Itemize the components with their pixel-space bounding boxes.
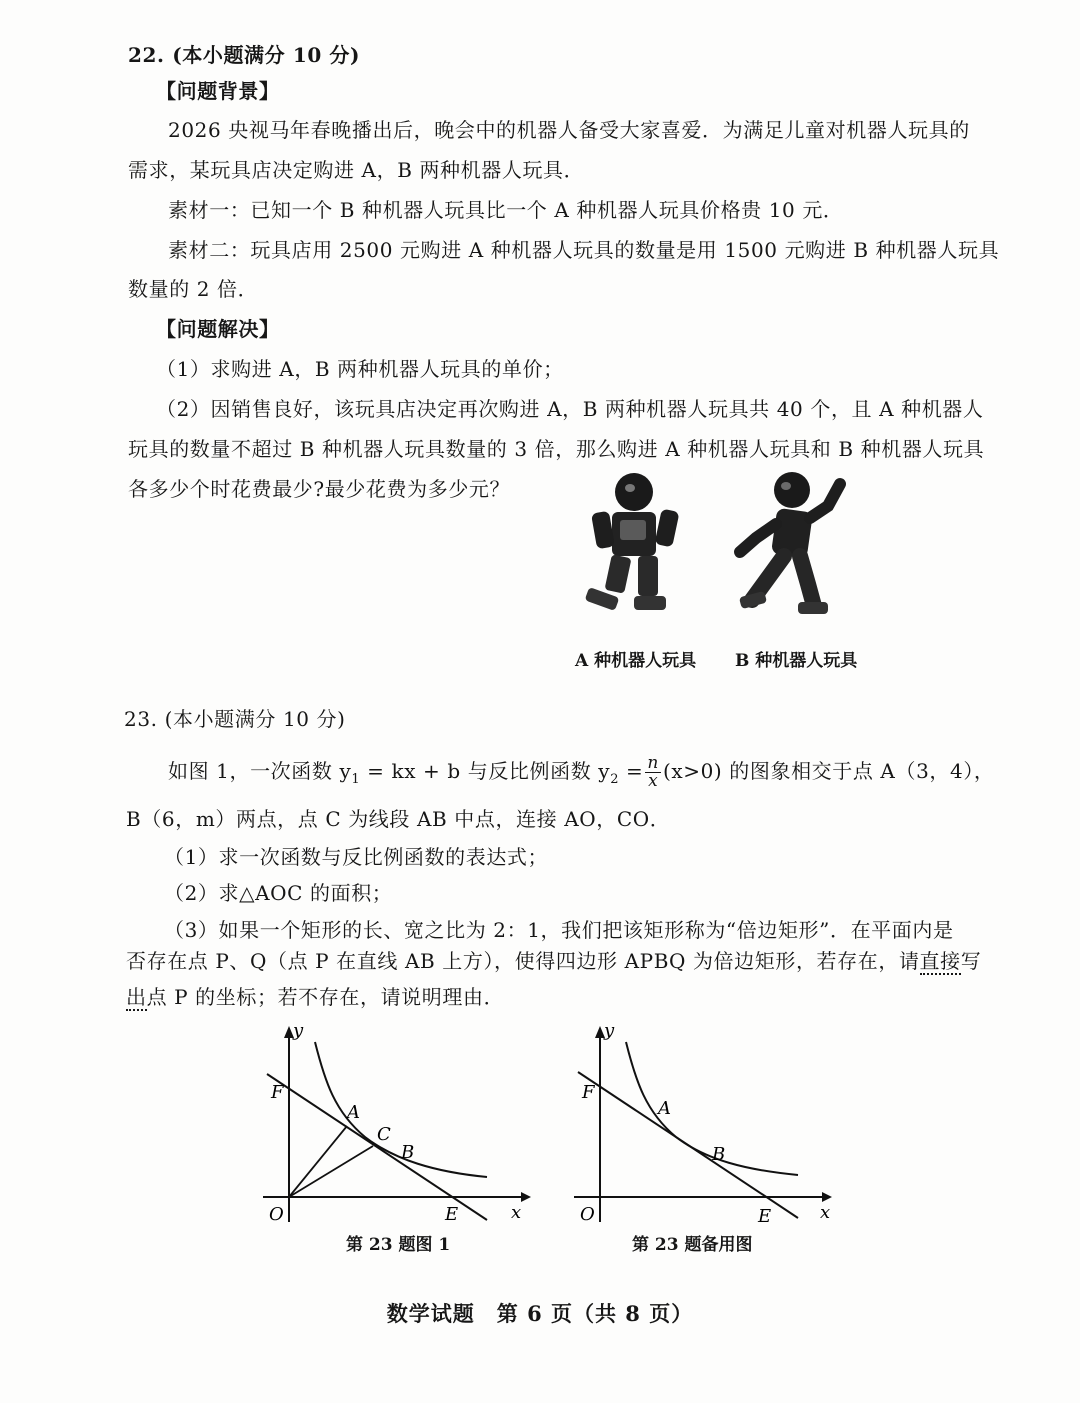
q22-header: [128, 42, 360, 68]
q23-part1: （1）求一次函数与反比例函数的表达式；: [164, 845, 549, 869]
q22-number: 22.: [128, 43, 165, 67]
q23-intro-part-c: =: [619, 759, 644, 783]
fig1-segment-co: [289, 1146, 373, 1197]
q23-emphasis-out: 出: [126, 985, 147, 1009]
fig1-label-f: F: [271, 1082, 284, 1103]
q23-part2: （2）求△AOC 的面积；: [164, 881, 393, 905]
q23-fraction: [645, 755, 661, 790]
q22-part2-line3: 各多少个时花费最少?最少花费为多少元？: [128, 477, 511, 501]
robot-a-caption: A 种机器人玩具: [575, 651, 697, 671]
q23-part3-line2: [126, 948, 981, 974]
q23-number: 23.: [124, 707, 158, 731]
fig1-label-a: A: [347, 1102, 360, 1123]
robot-a-image: [572, 470, 692, 620]
fig1-x-arrow-icon: [521, 1192, 531, 1202]
q22-bg-line1: 2026 央视马年春晚播出后，晚会中的机器人备受大家喜爱．为满足儿童对机器人玩具的: [168, 118, 970, 142]
q23-part3-line3: [126, 984, 504, 1010]
q23-intro: [168, 755, 995, 793]
q23-intro-line2: B（6，m）两点，点 C 为线段 AB 中点，连接 AO，CO．: [126, 807, 671, 831]
q22-section-background: 【问题背景】: [156, 79, 280, 103]
q22-material2-line2: 数量的 2 倍．: [128, 277, 259, 301]
fig2-label-x: x: [820, 1202, 831, 1223]
fig1-label-y: y: [293, 1022, 304, 1041]
q23-part3-line2-end: 写: [960, 949, 982, 973]
q22-score: (本小题满分 10 分): [172, 43, 361, 67]
fig2-caption: 第 23 题备用图: [632, 1235, 753, 1255]
fig1-line-ab: [267, 1074, 487, 1220]
q23-intro-part-a: 如图 1，一次函数 y: [168, 759, 352, 783]
fraction-numerator: n: [647, 753, 659, 773]
q23-intro-sub1: 1: [351, 772, 361, 787]
fig2-label-b: B: [712, 1144, 726, 1165]
fig1-label-e: E: [445, 1204, 459, 1225]
page-footer: 数学试题 第 6 页（共 8 页）: [386, 1301, 694, 1326]
q23-emphasis-direct: 直接: [919, 949, 961, 973]
q22-bg-line2: 需求，某玩具店决定购进 A，B 两种机器人玩具．: [128, 158, 585, 182]
robot-b-caption: B 种机器人玩具: [735, 651, 858, 671]
fig2-label-y: y: [604, 1022, 615, 1041]
q23-header: [124, 706, 346, 732]
robot-b-image: [728, 466, 858, 620]
fig2-x-arrow-icon: [822, 1192, 832, 1202]
q22-material2-line1: 素材二：玩具店用 2500 元购进 A 种机器人玩具的数量是用 1500 元购进 B 种机器人玩具: [168, 238, 1000, 262]
fig2-label-o: O: [580, 1204, 595, 1225]
q22-part2-line2: 玩具的数量不超过 B 种机器人玩具数量的 3 倍，那么购进 A 种机器人玩具和 B 种机器人玩具: [128, 437, 985, 461]
fig1-label-b: B: [401, 1142, 415, 1163]
q22-part1: （1）求购进 A，B 两种机器人玩具的单价；: [156, 357, 564, 381]
q23-part3-line1: （3）如果一个矩形的长、宽之比为 2：1，我们把该矩形称为“倍边矩形”．在平面内是: [164, 918, 954, 942]
fig2-label-e: E: [758, 1206, 772, 1227]
q22-section-solve: 【问题解决】: [156, 317, 280, 341]
fraction-denominator: x: [648, 771, 659, 791]
q23-intro-sub2: 2: [610, 772, 620, 787]
fig1-segment-ao: [289, 1126, 347, 1197]
fig1-label-c: C: [377, 1124, 391, 1145]
fig1-label-x: x: [511, 1202, 522, 1223]
fig1-caption: 第 23 题图 1: [346, 1235, 451, 1255]
fig2-label-a: A: [658, 1098, 671, 1119]
q23-intro-part-d: (x>0) 的图象相交于点 A（3，4），: [662, 759, 995, 783]
fig2-label-f: F: [582, 1082, 595, 1103]
q23-score: (本小题满分 10 分): [164, 707, 346, 731]
q23-part3-line2-text: 否存在点 P、Q（点 P 在直线 AB 上方），使得四边形 APBQ 为倍边矩形，若存在，请: [126, 949, 920, 973]
figure-2-spare: [568, 1022, 848, 1232]
q23-part3-line3-text: 点 P 的坐标；若不存在，请说明理由．: [146, 985, 505, 1009]
fig1-label-o: O: [269, 1204, 284, 1225]
q23-intro-part-b: = kx + b 与反比例函数 y: [360, 759, 611, 783]
figure-1: [255, 1022, 535, 1232]
q22-material1: 素材一：已知一个 B 种机器人玩具比一个 A 种机器人玩具价格贵 10 元．: [168, 198, 844, 222]
q22-part2-line1: （2）因销售良好，该玩具店决定再次购进 A，B 两种机器人玩具共 40 个，且 A 种机器人: [156, 397, 984, 421]
